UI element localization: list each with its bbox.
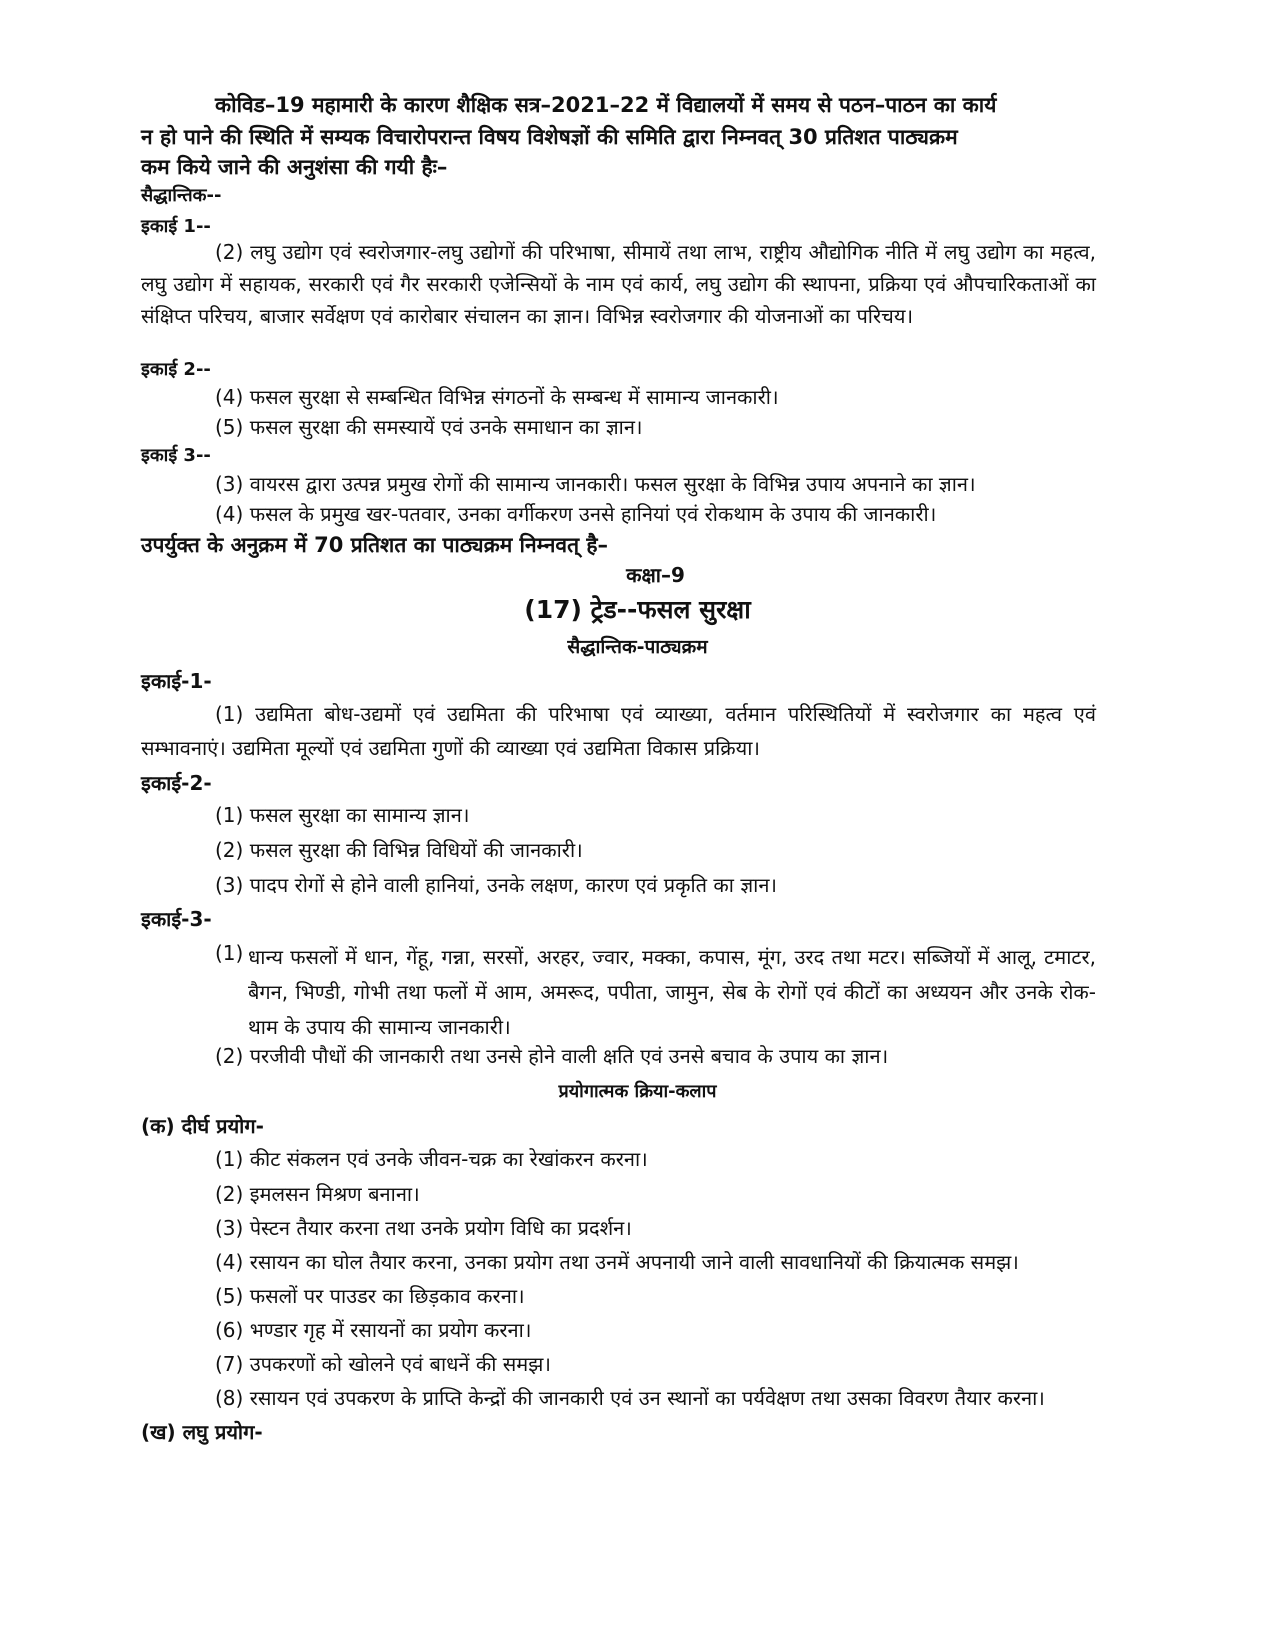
notice-line-1: कोविड–19 महामारी के कारण शैक्षिक सत्र–2021–22 में विद्यालयों में समय से पठन–पाठन का कार्य [215,93,997,117]
long-experiments-label: (क) दीर्घ प्रयोग- [141,1114,264,1138]
syllabus-unit2-item: (2) फसल सुरक्षा की विभिन्न विधियों की जानकारी। [215,838,583,862]
class-heading: कक्षा–9 [626,563,685,587]
long-experiment-item: (6) भण्डार गृह में रसायनों का प्रयोग करना। [215,1318,532,1342]
reduced-unit2-item: (5) फसल सुरक्षा की समस्यायें एवं उनके समाधान का ज्ञान। [215,415,643,439]
long-experiment-item: (8) रसायन एवं उपकरण के प्राप्ति केन्द्रों की जानकारी एवं उन स्थानों का पर्यवेक्षण तथा उसका विवरण तैयार करना। [215,1386,1045,1410]
trade-title: (17) ट्रेड--फसल सुरक्षा [524,595,751,624]
long-experiment-item: (5) फसलों पर पाउडर का छिड़काव करना। [215,1284,525,1308]
syllabus-unit2-item: (3) पादप रोगों से होने वाली हानियां, उनके लक्षण, कारण एवं प्रकृति का ज्ञान। [215,873,778,897]
long-experiment-item: (2) इमलसन मिश्रण बनाना। [215,1182,420,1206]
reduced-unit3-item: (3) वायरस द्वारा उत्पन्न प्रमुख रोगों की सामान्य जानकारी। फसल सुरक्षा के विभिन्न उपाय अपनाने का ज्ञान। [215,472,976,496]
notice-line-3: कम किये जाने की अनुशंसा की गयी हैः– [141,155,448,179]
syllabus-unit1-paragraph: (1) उद्यमिता बोध-उद्यमों एवं उद्यमिता की परिभाषा एवं व्याख्या, वर्तमान परिस्थितियों में स्वरोजगार का महत्व एवं सम्भावनाएं। उद्यमिता मूल्यों एवं उद्यमिता गुणों की व्याख्या एवं उद्यमिता विकास प्रक्रिया। [141,702,1096,760]
syllabus-unit3-label: इकाई-3- [141,907,212,931]
practical-heading: प्रयोगात्मक क्रिया-कलाप [558,1081,717,1102]
notice-line-2: न हो पाने की स्थिति में सम्यक विचारोपरान्त विषय विशेषज्ञों की समिति द्वारा निम्नवत् 30 प्रतिशत पाठ्यक्रम [141,125,958,149]
reduced-unit3-item: (4) फसल के प्रमुख खर-पतवार, उनका वर्गीकरण उनसे हानियां एवं रोकथाम के उपाय की जानकारी। [215,502,937,526]
syllabus-unit2-item: (1) फसल सुरक्षा का सामान्य ज्ञान। [215,803,470,827]
syllabus-unit3-item1-text: धान्य फसलों में धान, गेंहू, गन्ना, सरसों, अरहर, ज्वार, मक्का, कपास, मूंग, उरद तथा मटर। सब्जियों में आलू, टमाटर, बैगन, भिण्डी, गोभी तथा फलों में आम, अमरूद, पपीता, जामुन, सेब के रोगों एवं कीटों का अध्ययन और उनके रोक-थाम के उपाय की सामान्य जानकारी। [248,945,1096,1039]
long-experiment-item: (7) उपकरणों को खोलने एवं बाधनें की समझ। [215,1352,551,1376]
short-experiments-label: (ख) लघु प्रयोग- [141,1420,263,1444]
long-experiment-item: (4) रसायन का घोल तैयार करना, उनका प्रयोग तथा उनमें अपनायी जाने वाली सावधानियों की क्रियात्मक समझ। [215,1250,1019,1274]
reduced-unit1-paragraph: (2) लघु उद्योग एवं स्वरोजगार-लघु उद्योगों की परिभाषा, सीमायें तथा लाभ, राष्ट्रीय औद्योगिक नीति में लघु उद्योग का महत्व, लघु उद्योग में सहायक, सरकारी एवं गैर सरकारी एजेन्सियों के नाम एवं कार्य, लघु उद्योग की स्थापना, प्रक्रिया एवं औपचारिकताओं का संक्षिप्त परिचय, बाजार सर्वेक्षण एवं कारोबार संचालन का ज्ञान। विभिन्न स्वरोजगार की योजनाओं का परिचय। [141,240,1096,328]
reduced-unit2-label: इकाई 2-- [141,359,211,380]
syllabus-intro: उपर्युक्त के अनुक्रम में 70 प्रतिशत का पाठ्यक्रम निम्नवत् है– [141,533,608,557]
syllabus-unit2-label: इकाई-2- [141,771,212,795]
reduced-heading: सैद्धान्तिक-- [141,185,222,206]
reduced-unit2-item: (4) फसल सुरक्षा से सम्बन्धित विभिन्न संगठनों के सम्बन्ध में सामान्य जानकारी। [215,385,779,409]
reduced-unit1-label: इकाई 1-- [141,216,211,237]
syllabus-unit1-label: इकाई-1- [141,669,212,693]
reduced-unit3-label: इकाई 3-- [141,445,211,466]
long-experiment-item: (1) कीट संकलन एवं उनके जीवन-चक्र का रेखांकरन करना। [215,1147,648,1171]
syllabus-unit3-item2: (2) परजीवी पौधों की जानकारी तथा उनसे होने वाली क्षति एवं उनसे बचाव के उपाय का ज्ञान। [215,1044,889,1068]
syllabus-unit3-item1-number: (1) [215,941,244,965]
long-experiment-item: (3) पेस्टन तैयार करना तथा उनके प्रयोग विधि का प्रदर्शन। [215,1216,632,1240]
theory-syllabus-heading: सैद्धान्तिक-पाठ्यक्रम [567,636,708,658]
